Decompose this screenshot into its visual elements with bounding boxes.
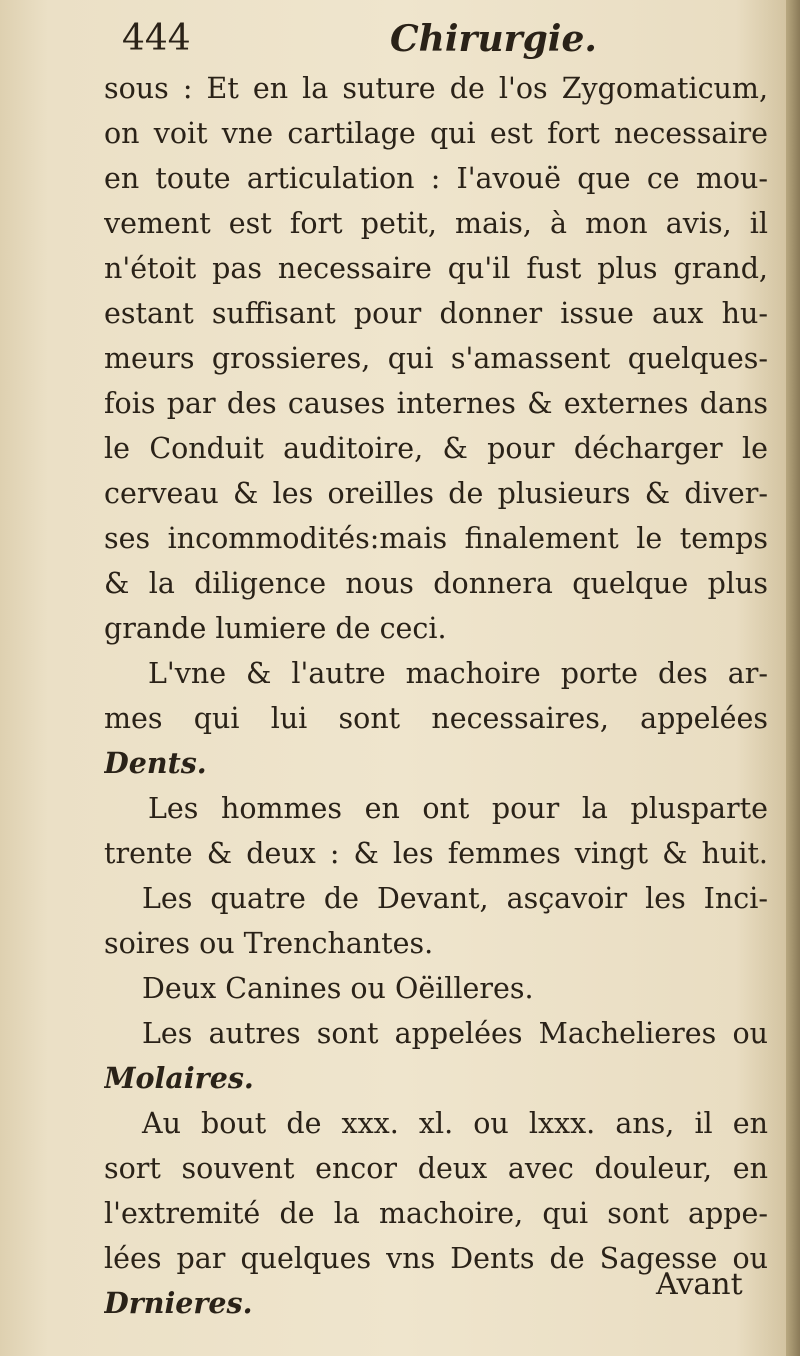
text-line: sort souvent encor deux avec douleur, en	[104, 1152, 768, 1185]
text-line: & la diligence nous donnera quelque plus	[104, 567, 768, 600]
text-line: Les autres sont appelées Machelieres ou	[142, 1017, 768, 1050]
text-line: n'étoit pas necessaire qu'il fust plus grand,	[104, 252, 768, 285]
text-line: Dents.	[104, 746, 207, 780]
text-line: Drnieres.	[104, 1286, 253, 1320]
text-line: l'extremité de la machoire, qui sont appe-	[104, 1197, 768, 1230]
text-line: en toute articulation : I'avouë que ce mou-	[104, 162, 768, 195]
page-edge	[786, 0, 800, 1356]
text-line: mes qui lui sont necessaires, appelées	[104, 702, 768, 735]
text-line: Deux Canines ou Oëilleres.	[142, 972, 534, 1005]
text-line: on voit vne cartilage qui est fort necessaire	[104, 117, 768, 150]
text-line: vement est fort petit, mais, à mon avis, il	[104, 207, 768, 240]
running-title: Chirurgie.	[390, 18, 597, 60]
text-line: trente & deux : & les femmes vingt & huit.	[104, 837, 768, 870]
page-number: 444	[122, 18, 191, 59]
text-line: meurs grossieres, qui s'amassent quelques-	[104, 342, 768, 375]
text-line: estant suffisant pour donner issue aux hu-	[104, 297, 768, 330]
body-text	[104, 66, 768, 1326]
catchword: Avant	[656, 1267, 743, 1302]
text-line: ses incommodités:mais finalement le temps	[104, 522, 768, 555]
text-line: grande lumiere de ceci.	[104, 612, 447, 645]
text-line: fois par des causes internes & externes dans	[104, 387, 768, 420]
text-line: Les hommes en ont pour la plusparte	[148, 792, 768, 825]
text-line: Molaires.	[104, 1061, 254, 1095]
text-line: Au bout de xxx. xl. ou lxxx. ans, il en	[142, 1107, 768, 1140]
text-line: Les quatre de Devant, asçavoir les Inci-	[142, 882, 768, 915]
text-line: L'vne & l'autre machoire porte des ar-	[148, 657, 768, 690]
text-line: le Conduit auditoire, & pour décharger le	[104, 432, 768, 465]
text-line: sous : Et en la suture de l'os Zygomaticum,	[104, 72, 768, 105]
text-line: soires ou Trenchantes.	[104, 927, 434, 960]
text-line: cerveau & les oreilles de plusieurs & diver-	[104, 477, 768, 510]
running-header	[122, 14, 622, 64]
text-line: lées par quelques vns Dents de Sagesse ou	[104, 1242, 768, 1275]
